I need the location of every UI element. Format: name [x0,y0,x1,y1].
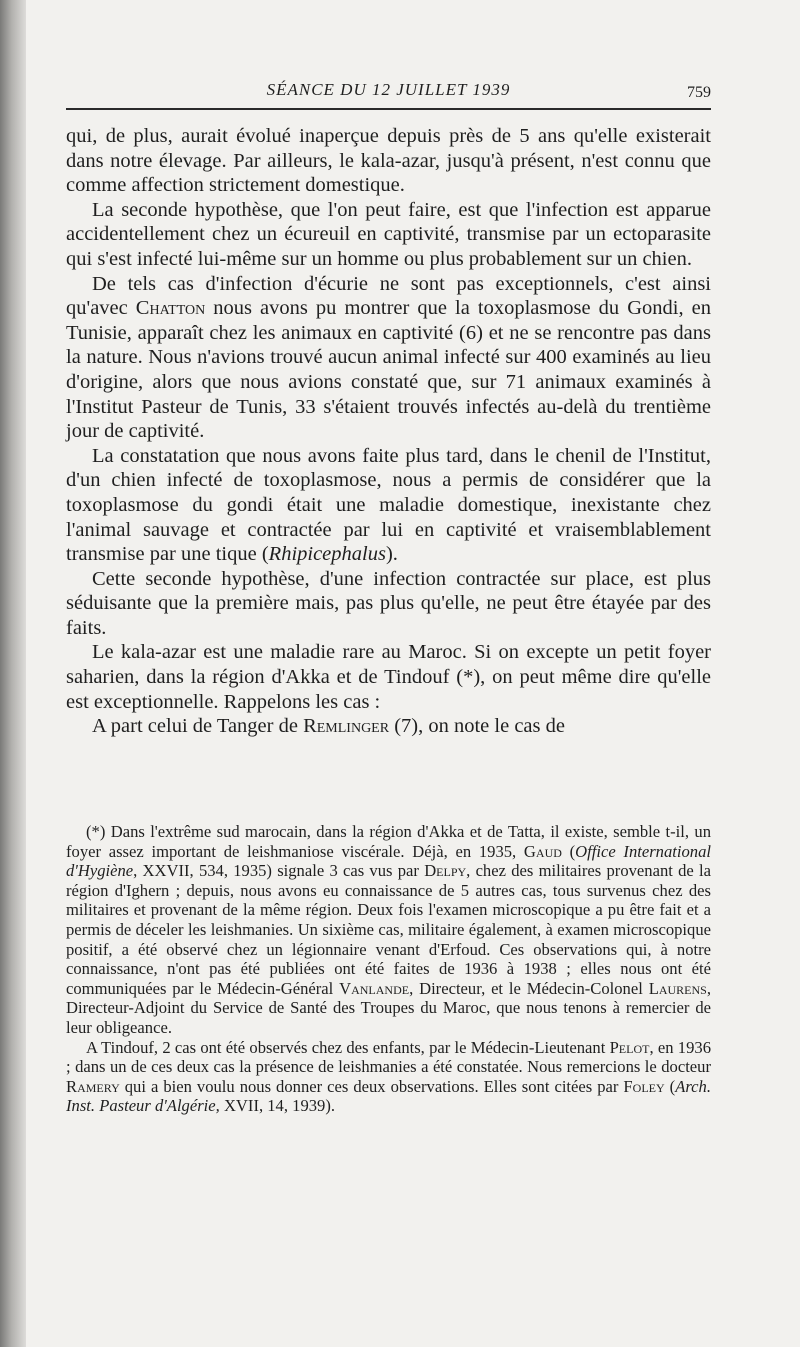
text-run: , en 1936 ; dans un de ces deux cas la présence de leishmanies a été constatée. Nous remercions le docteur [66,1037,711,1077]
genus-name: Rhipicephalus [268,543,386,566]
author-name: Vanlande [339,978,410,998]
text-run: XVII, 14, 1939). [219,1096,336,1116]
text-run: , chez des militaires provenant de la région d'Ighern ; depuis, nous avons eu connaissance de 5 autres cas, tous survenus chez des militaires et provenant de la même région. Deux fois l'examen microscopique a pu être fait et a permis de déceler les leishmanies. Un sixième cas, militaire également, à examen microscopique positif, a été observé chez un légionnaire venant d'Erfoud. Ces observations qui, à notre connaissance, n'ont pas été publiées ont été faites de 1936 à 1938 ; elles nous ont été communiquées par le Médecin-Général [66,861,711,998]
author-name: Delpy [424,861,467,881]
text-run: (*) Dans l'extrême sud marocain, dans la région d'Akka et de Tatta, il existe, semble t-il, un foyer assez important de leishmaniose viscérale. Déjà, en 1935, [66,822,711,861]
footnote [66,822,711,1038]
author-name: Ramery [66,1076,120,1096]
author-name: Foley [623,1076,665,1096]
paragraph [66,714,711,739]
text-run: La constatation que nous avons faite plus tard, dans le chenil de l'Institut, d'un chien infecté de toxoplasmose, nous a permis de considérer que la toxoplasmose du gondi était une maladie domestique, inexistante chez l'animal sauvage et contractée par lui en captivité et vraisemblablement transmise par une tique ( [66,444,711,566]
paragraph [66,444,711,567]
author-name: Pelot [609,1037,650,1057]
text-run: nous avons pu montrer que la toxoplasmose du Gondi, en Tunisie, apparaît chez les animaux en captivité (6) et ne se rencontre pas dans la nature. Nous n'avions trouvé aucun animal infecté sur 400 examinés au lieu d'origine, alors que nous avions constaté que, sur 71 animaux examinés à l'Institut Pasteur de Tunis, 33 s'étaient trouvés infectés au-delà du trentième jour de captivité. [66,297,711,443]
header-rule [66,108,711,110]
text-run: De tels cas d'infection d'écurie ne sont pas exceptionnels, c'est ainsi qu'avec [66,272,711,320]
author-name: Laurens [648,978,707,998]
author-name: Gaud [523,841,562,861]
text-run: ( [664,1076,676,1096]
text-run: ). [385,543,398,566]
text-run: , Directeur-Adjoint du Service de Santé des Troupes du Maroc, que nous tenons à remercier de leur obligeance. [66,978,711,1037]
text-run: A Tindouf, 2 cas ont été observés chez des enfants, par le Médecin-Lieutenant [86,1037,610,1057]
text-run: , Directeur, et le Médecin-Colonel [409,978,649,998]
journal-title: Office International d'Hygiène [66,841,711,881]
text-run: , XXVII, 534, 1935) signale 3 cas vus par [133,861,425,881]
author-name: Chatton [135,297,206,320]
journal-title: Arch. Inst. Pasteur d'Algérie, [66,1076,711,1116]
text-run: ( [561,841,576,861]
running-head: SÉANCE DU 12 JUILLET 1939 [266,80,511,99]
page-header [66,76,711,106]
paragraph: qui, de plus, aurait évolué inaperçue depuis près de 5 ans qu'elle existerait dans notre élevage. Par ailleurs, le kala-azar, jusqu'à présent, n'est connu que comme affection strictement domestique. [66,125,711,197]
paragraph: Le kala-azar est une maladie rare au Maroc. Si on excepte un petit foyer saharien, dans la région d'Akka et de Tindouf (*), on peut même dire qu'elle est exceptionnelle. Rappelons les cas : [66,641,711,713]
page-binding-edge [0,0,26,1347]
text-run: qui a bien voulu nous donner ces deux observations. Elles sont citées par [119,1076,624,1096]
paragraph: La seconde hypothèse, que l'on peut faire, est que l'infection est apparue accidentellement chez un écureuil en captivité, transmise par un ectoparasite qui s'est infecté lui-même sur un homme ou plus probablement sur un chien. [66,198,711,270]
paragraph [66,272,711,444]
paragraph: Cette seconde hypothèse, d'une infection contractée sur place, est plus séduisante que la première mais, pas plus qu'elle, ne peut être étayée par des faits. [66,567,711,639]
text-run: (7), on note le cas de [389,715,565,738]
author-name: Remlinger [303,715,390,738]
main-text [66,124,711,739]
text-run: A part celui de Tanger de [92,715,304,738]
footnote [66,1038,711,1116]
footnotes [66,822,711,1116]
page-number: 759 [687,84,711,101]
